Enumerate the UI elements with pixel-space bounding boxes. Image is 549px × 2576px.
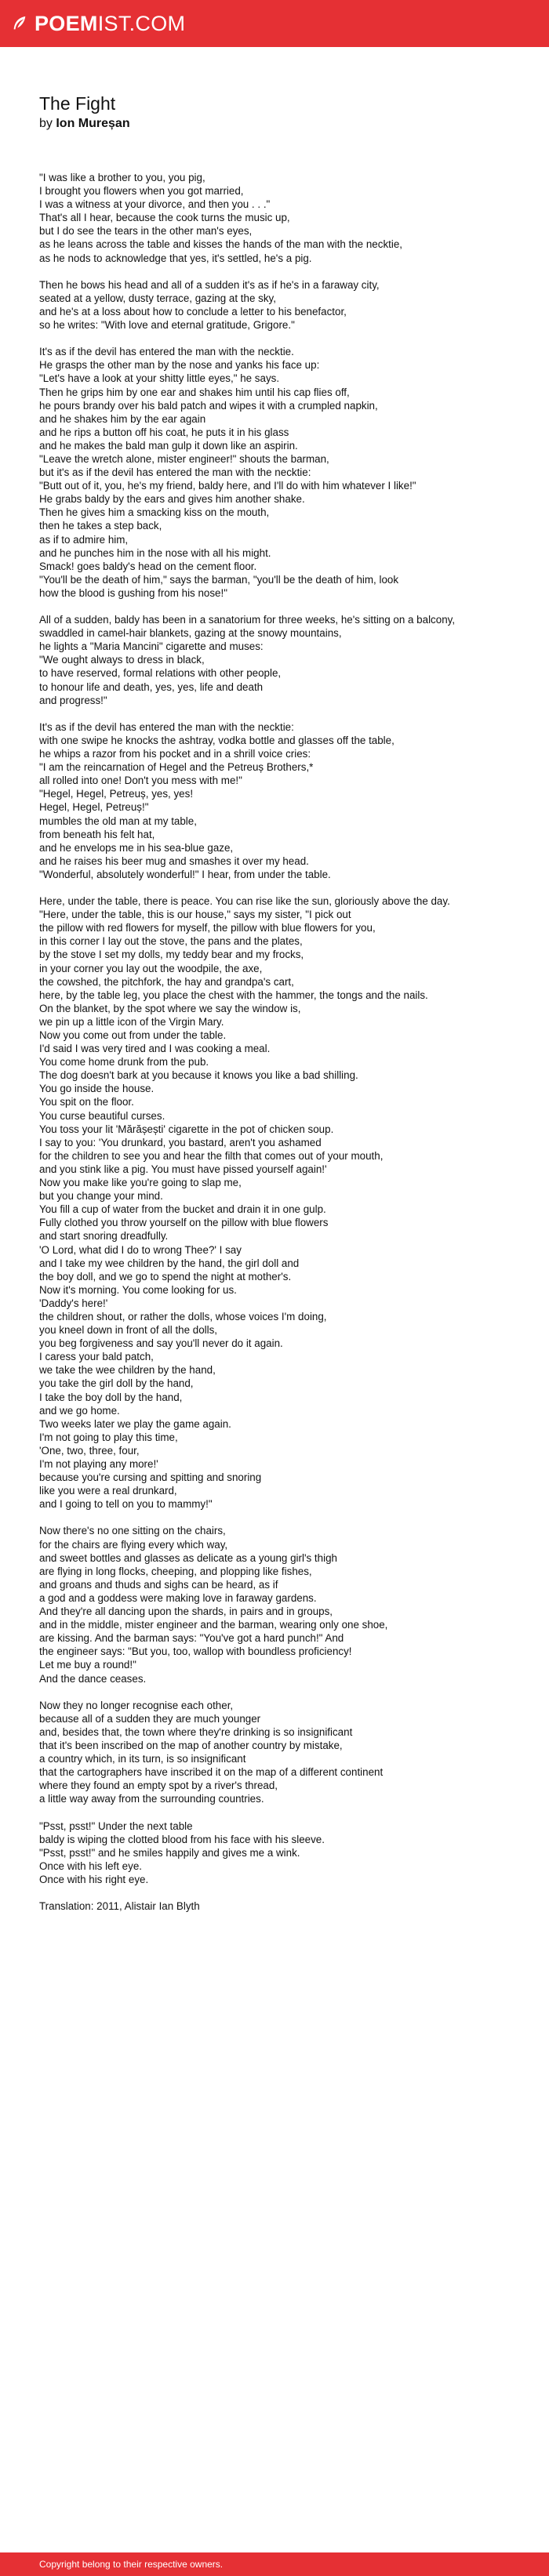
- poem-line: he lights a "Maria Mancini" cigarette and muses:: [39, 640, 264, 653]
- poem-line: and groans and thuds and sighs can be heard, as if: [39, 1578, 278, 1591]
- poem-line: I'm not going to play this time,: [39, 1431, 178, 1443]
- poem-line: That's all I hear, because the cook turns the music up,: [39, 212, 290, 224]
- poem-line: And the dance ceases.: [39, 1672, 147, 1685]
- poem-line: Now there's no one sitting on the chairs,: [39, 1525, 226, 1537]
- poem-line: "I am the reincarnation of Hegel and the Petreuș Brothers,*: [39, 761, 314, 774]
- poem-line: for the children to see you and hear the filth that comes out of your mouth,: [39, 1149, 384, 1162]
- poem-line: I caress your bald patch,: [39, 1351, 154, 1363]
- poem-line: and, besides that, the town where they're drinking is so insignificant: [39, 1725, 353, 1738]
- poem-line: On the blanket, by the spot where we say the window is,: [39, 1002, 301, 1014]
- poem-line: "Hegel, Hegel, Petreuș, yes, yes!: [39, 788, 194, 800]
- poem-line: "Psst, psst!" Under the next table: [39, 1820, 193, 1832]
- poem-line: are flying in long flocks, cheeping, and plopping like fishes,: [39, 1565, 312, 1577]
- poem-line: are kissing. And the barman says: "You've got a hard punch!" And: [39, 1632, 344, 1645]
- site-header: [0, 0, 549, 47]
- poem-line: and he raises his beer mug and smashes it over my head.: [39, 854, 309, 867]
- poem-line: and I take my wee children by the hand, the girl doll and: [39, 1257, 300, 1269]
- author-link[interactable]: Ion Mureșan: [56, 117, 130, 130]
- poem-line: then he takes a step back,: [39, 520, 162, 532]
- poem-line: you take the girl doll by the hand,: [39, 1377, 194, 1390]
- poem-line: with one swipe he knocks the ashtray, vodka bottle and glasses off the table,: [39, 734, 394, 746]
- poem-line: "Wonderful, absolutely wonderful!" I hear, from under the table.: [39, 868, 331, 880]
- poem-line: we pin up a little icon of the Virgin Mary.: [39, 1015, 224, 1028]
- poem-line: to have reserved, formal relations with other people,: [39, 667, 282, 680]
- poem-line: like you were a real drunkard,: [39, 1485, 177, 1497]
- stanza-gap: [39, 600, 510, 613]
- poem-line: by the stove I set my dolls, my teddy bear and my frocks,: [39, 949, 304, 961]
- poem-line: You toss your lit 'Mărășești' cigarette in the pot of chicken soup.: [39, 1123, 334, 1135]
- poem-line: Now they no longer recognise each other,: [39, 1699, 234, 1711]
- stanza-gap: [39, 265, 510, 278]
- poem-stanza: [39, 1524, 510, 1685]
- feather-icon: [11, 15, 28, 32]
- copyright-text: Copyright belong to their respective owners.: [39, 2559, 224, 2570]
- stanza-gap: [39, 1511, 510, 1524]
- poem-line: and sweet bottles and glasses as delicate as a young girl's thigh: [39, 1551, 337, 1564]
- site-footer: [0, 2552, 549, 2576]
- poem-line: where they found an empty spot by a river's thread,: [39, 1780, 278, 1792]
- poem-line: the children shout, or rather the dolls, whose voices I'm doing,: [39, 1310, 327, 1322]
- poem-stanza: [39, 278, 510, 332]
- poem-line: and I going to tell on you to mammy!": [39, 1498, 213, 1511]
- poem-line: All of a sudden, baldy has been in a sanatorium for three weeks, he's sitting on a balcony,: [39, 614, 456, 626]
- poem-line: I was a witness at your divorce, and then you . . .": [39, 198, 271, 211]
- poem-line: from beneath his felt hat,: [39, 828, 155, 840]
- poem-line: and progress!": [39, 694, 107, 706]
- poem-line: I brought you flowers when you got married,: [39, 185, 244, 198]
- poem-line: and he rips a button off his coat, he puts it in his glass: [39, 426, 289, 438]
- stanza-gap: [39, 1685, 510, 1699]
- poem-line: It's as if the devil has entered the man with the necktie.: [39, 346, 294, 358]
- poem-line: 'One, two, three, four,: [39, 1444, 140, 1457]
- poem-line: "Let's have a look at your shitty little eyes," he says.: [39, 372, 280, 385]
- poem-line: to honour life and death, yes, yes, life and death: [39, 680, 264, 693]
- poem-line: The dog doesn't bark at you because it knows you like a bad shilling.: [39, 1069, 358, 1082]
- poem-line: he whips a razor from his pocket and in a shrill voice cries:: [39, 748, 311, 760]
- poem-line: a country which, in its turn, is so insignificant: [39, 1753, 246, 1765]
- poem-line: Fully clothed you throw yourself on the pillow with blue flowers: [39, 1217, 329, 1229]
- poem-line: and in the middle, mister engineer and the barman, wearing only one shoe,: [39, 1619, 388, 1631]
- poem-line: how the blood is gushing from his nose!": [39, 586, 227, 599]
- poem-stanza: [39, 171, 510, 265]
- poem-line: the pillow with red flowers for myself, the pillow with blue flowers for you,: [39, 922, 376, 934]
- poem-line: He grabs baldy by the ears and gives him another shake.: [39, 493, 305, 506]
- poem-line: you kneel down in front of all the dolls,: [39, 1324, 218, 1337]
- poem-line: Two weeks later we play the game again.: [39, 1417, 231, 1430]
- poem-line: 'Daddy's here!': [39, 1297, 108, 1309]
- poem-line: Then he gives him a smacking kiss on the mouth,: [39, 506, 270, 519]
- poem-line: in your corner you lay out the woodpile, the axe,: [39, 962, 263, 974]
- poem-line: "We ought always to dress in black,: [39, 654, 205, 666]
- poem-line: we take the wee children by the hand,: [39, 1364, 216, 1377]
- poem-line: the boy doll, and we go to spend the night at mother's.: [39, 1270, 292, 1283]
- poem-line: but I do see the tears in the other man's eyes,: [39, 225, 253, 238]
- poem-line: "Here, under the table, this is our house," says my sister, "I pick out: [39, 909, 351, 921]
- poem-line: seated at a yellow, dusty terrace, gazing at the sky,: [39, 292, 276, 304]
- poem-line: in this corner I lay out the stove, the pans and the plates,: [39, 935, 303, 948]
- poem-line: the engineer says: "But you, too, wallop with boundless proficiency!: [39, 1645, 352, 1658]
- poem-line: Let me buy a round!": [39, 1659, 136, 1671]
- poem-stanza: [39, 345, 510, 600]
- poem-line: He grasps the other man by the nose and yanks his face up:: [39, 359, 320, 372]
- poem-stanza: [39, 1699, 510, 1806]
- poem-line: "I was like a brother to you, you pig,: [39, 172, 205, 183]
- poem-line: for the chairs are flying every which way,: [39, 1538, 228, 1551]
- poem-line: Then he grips him by one ear and shakes him until his cap flies off,: [39, 386, 350, 398]
- poem-line: the cowshed, the pitchfork, the hay and grandpa's cart,: [39, 975, 294, 988]
- poem-line: I'd said I was very tired and I was cooking a meal.: [39, 1043, 271, 1055]
- poem-line: Once with his left eye.: [39, 1859, 142, 1872]
- poem-line: Now you make like you're going to slap me,: [39, 1177, 242, 1189]
- poem-line: as he leans across the table and kisses the hands of the man with the necktie,: [39, 238, 402, 251]
- translation-credit: Translation: 2011, Alistair Ian Blyth: [39, 1900, 200, 1912]
- poem-line: as he nods to acknowledge that yes, it's settled, he's a pig.: [39, 252, 312, 264]
- poem-line: and he shakes him by the ear again: [39, 412, 206, 425]
- poem-stanza: [39, 1820, 510, 1886]
- poem-line: Smack! goes baldy's head on the cement floor.: [39, 560, 257, 572]
- stanza-gap: [39, 1805, 510, 1819]
- poem-line: I'm not playing any more!': [39, 1458, 158, 1470]
- poem-line: You fill a cup of water from the bucket and drain it in one gulp.: [39, 1203, 326, 1216]
- poem-line: a god and a goddess were making love in faraway gardens.: [39, 1591, 317, 1604]
- poem-line: and he punches him in the nose with all his might.: [39, 546, 271, 559]
- poem-line: all rolled into one! Don't you mess with me!": [39, 775, 242, 787]
- poem-line: And they're all dancing upon the shards, in pairs and in groups,: [39, 1605, 333, 1618]
- poem-line: he pours brandy over his bald patch and wipes it with a crumpled napkin,: [39, 399, 378, 412]
- poem-line: and you stink like a pig. You must have pissed yourself again!': [39, 1163, 327, 1175]
- poem-line: 'O Lord, what did I do to wrong Thee?' I say: [39, 1243, 242, 1256]
- poem-line: that the cartographers have inscribed it on the map of a different continent: [39, 1766, 384, 1779]
- poem-line: and start snoring dreadfully.: [39, 1230, 169, 1243]
- poem-line: You go inside the house.: [39, 1083, 155, 1095]
- poem-line: Then he bows his head and all of a sudden it's as if he's in a faraway city,: [39, 278, 380, 291]
- poem-body: [39, 171, 510, 1886]
- stanza-gap: [39, 332, 510, 345]
- poem-line: a little way away from the surrounding countries.: [39, 1793, 264, 1805]
- stanza-gap: [39, 881, 510, 894]
- poem-line: swaddled in camel-hair blankets, gazing at the snowy mountains,: [39, 627, 342, 640]
- poem-line: and we go home.: [39, 1404, 120, 1417]
- poem-line: "Butt out of it, you, he's my friend, baldy here, and I'll do with him whatever I like!": [39, 480, 416, 492]
- poem-stanza: [39, 720, 510, 881]
- byline: [39, 116, 510, 132]
- poem-line: and he envelops me in his sea-blue gaze,: [39, 841, 234, 854]
- poem-content: [39, 93, 510, 1913]
- poem-line: It's as if the devil has entered the man with the necktie:: [39, 720, 294, 733]
- poem-line: "You'll be the death of him," says the barman, "you'll be the death of him, look: [39, 573, 399, 586]
- stanza-gap: [39, 707, 510, 720]
- poem-line: I say to you: 'You drunkard, you bastard, aren't you ashamed: [39, 1136, 322, 1148]
- poem-line: You come home drunk from the pub.: [39, 1056, 209, 1068]
- poem-line: "Leave the wretch alone, mister engineer!" shouts the barman,: [39, 452, 329, 465]
- poem-line: Now it's morning. You come looking for us.: [39, 1283, 237, 1296]
- poem-line: Once with his right eye.: [39, 1873, 149, 1885]
- poem-line: mumbles the old man at my table,: [39, 815, 197, 827]
- poem-line: Hegel, Hegel, Petreuș!": [39, 801, 149, 814]
- poem-line: because you're cursing and spitting and snoring: [39, 1471, 262, 1484]
- poem-line: so he writes: "With love and eternal gratitude, Grigore.": [39, 319, 295, 332]
- poem-line: you beg forgiveness and say you'll never do it again.: [39, 1337, 283, 1350]
- poem-line: but you change your mind.: [39, 1190, 163, 1203]
- poem-line: baldy is wiping the clotted blood from his face with his sleeve.: [39, 1833, 325, 1845]
- poem-stanza: [39, 894, 510, 1511]
- poem-line: here, by the table leg, you place the chest with the hammer, the tongs and the nails.: [39, 989, 428, 1001]
- poem-line: "Psst, psst!" and he smiles happily and gives me a wink.: [39, 1846, 300, 1859]
- logo-text: POEMIST.COM: [35, 11, 186, 35]
- poem-line: but it's as if the devil has entered the man with the necktie:: [39, 466, 311, 479]
- poem-line: You spit on the floor.: [39, 1096, 134, 1108]
- poem-line: Here, under the table, there is peace. You can rise like the sun, gloriously above the day.: [39, 895, 450, 908]
- poem-line: You curse beautiful curses.: [39, 1109, 165, 1122]
- poem-line: as if to admire him,: [39, 533, 129, 546]
- poem-line: I take the boy doll by the hand,: [39, 1391, 183, 1403]
- poem-line: because all of a sudden they are much younger: [39, 1712, 261, 1725]
- poem-line: Now you come out from under the table.: [39, 1029, 227, 1041]
- poem-stanza: [39, 613, 510, 707]
- site-logo[interactable]: [11, 12, 185, 36]
- poem-line: and he's at a loss about how to conclude a letter to his benefactor,: [39, 305, 347, 317]
- poem-title: The Fight: [39, 93, 116, 114]
- by-label: by: [39, 117, 53, 130]
- poem-line: that it's been inscribed on the map of another country by mistake,: [39, 1739, 343, 1751]
- poem-line: and he makes the bald man gulp it down like an aspirin.: [39, 439, 298, 452]
